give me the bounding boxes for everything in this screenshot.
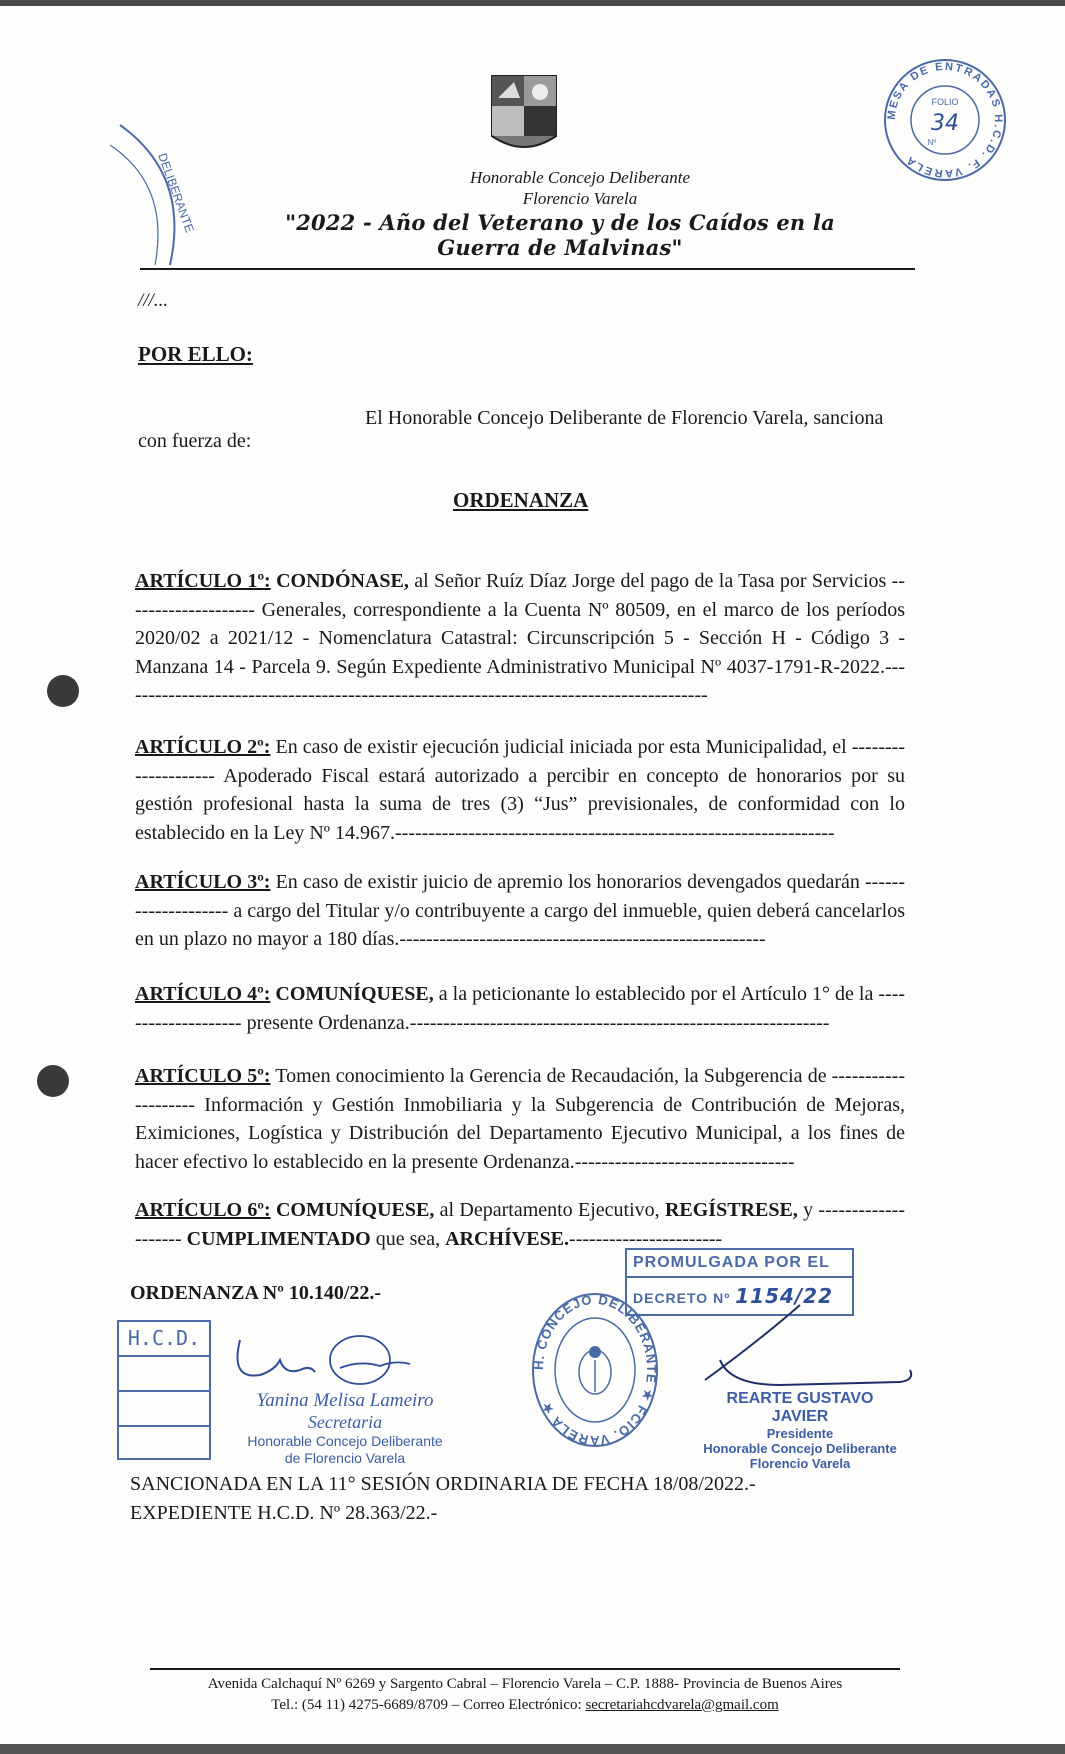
header-org-name: Honorable Concejo Deliberante [470,168,691,187]
secretary-name: Yanina Melisa Lameiro [256,1390,434,1411]
stamp-folio-number: 34 [931,111,959,136]
president-name: REARTE GUSTAVO JAVIER [726,1390,874,1425]
article-1-label: ARTÍCULO 1º: [135,570,271,592]
secretary-org-2: de Florencio Varela [284,1450,406,1466]
stamp-folio-label: FOLIO [931,97,959,107]
article-3-label: ARTÍCULO 3º: [135,871,271,893]
president-org-1: Honorable Concejo Deliberante [703,1441,897,1456]
article-1-text: al Señor Ruíz Díaz Jorge del pago de la Tasa por Servicios -------------------- Generales, correspondiente a la Cuenta Nº 80509, en el marco de los períodos 2020/02 a 2021/12 - Nomenclatura Catastral: Circunscripción 5 - Sección H - Código 3 - Manzana 14 - Parcela 9. Según Expediente Administrativo Municipal Nº 4037-1791-R-2022.----------------------------------------------------------------------------------------- [135,570,905,706]
sanction-block [130,1470,756,1528]
promulgada-line2: DECRETO Nº [633,1290,731,1306]
municipal-crest-icon [484,70,564,160]
article-2-text: En caso de existir ejecución judicial iniciada por esta Municipalidad, el -------------------- Apoderado Fiscal estará autorizado a percibir en concepto de honorarios por su gestión profesional hasta la suma de tres (3) “Jus” previsionales, de conformidad con lo establecido en la Ley Nº 14.967.------------------------------------------------------------------ [135,736,905,844]
secretary-role: Secretaria [307,1412,383,1432]
article-5-label: ARTÍCULO 5º: [135,1065,271,1087]
ordenanza-title: ORDENANZA [453,488,589,512]
article-6-cumplimentado: CUMPLIMENTADO [186,1227,371,1250]
article-6-label: ARTÍCULO 6º: [135,1199,271,1221]
stamp-ring-text: MESA DE ENTRADAS H.C.D. F. VARELA [885,60,1005,180]
header-rule [140,268,915,270]
article-3-text: En caso de existir juicio de apremio los honorarios devengados quedarán -------------------- a cargo del Titular y/o contribuyente a cargo del inmueble, quien deberá cancelarlos en un plazo no mayor a 180 días.------------------------------------------------------- [135,871,905,950]
article-6 [135,1196,905,1253]
article-5 [135,1062,905,1176]
article-4-text: a la peticionante lo establecido por el Artículo 1° de la -------------------- presente Ordenanza.--------------------------------------------------------------- [135,983,906,1034]
seal-ring-text: H. CONCEJO DELIBERANTE ★ FCIO. VARELA ★ [530,1291,660,1449]
header-org-city: Florencio Varela [522,189,638,208]
hcd-box-row [119,1392,209,1427]
expediente-line: EXPEDIENTE H.C.D. Nº 28.363/22.- [130,1502,438,1524]
intro-line-2: con fuerza de: [138,430,252,452]
hcd-seal-stamp [530,1290,660,1450]
hole-punch-upper [47,675,79,707]
hcd-box-label: H.C.D. [119,1322,209,1357]
hcd-box-row [119,1427,209,1460]
footer-rule [150,1668,900,1670]
president-org-2: Florencio Varela [749,1456,851,1471]
mesa-de-entradas-stamp [880,55,1010,185]
continuation-mark: ///... [138,290,169,311]
article-6-registrese: REGÍSTRESE, [664,1199,798,1221]
promulgada-line1: PROMULGADA POR EL [627,1250,852,1278]
sanction-line: SANCIONADA EN LA 11° SESIÓN ORDINARIA DE FECHA 18/08/2022.- [130,1473,756,1495]
partial-stamp-left [100,115,197,295]
intro-line: El Honorable Concejo Deliberante de Florencio Varela, sanciona [365,407,884,429]
president-signature-scribble-icon [700,1300,920,1390]
footer-address: Avenida Calchaquí Nº 6269 y Sargento Cabral – Florencio Varela – C.P. 1888- Provincia de Buenos Aires [207,1676,843,1692]
decree-number: 1154/22 [735,1284,834,1308]
article-6-comuniquese: COMUNÍQUESE, [275,1199,435,1221]
signature-scribble-icon [230,1330,460,1390]
secretary-signature [230,1330,460,1467]
hcd-box-row [119,1357,209,1392]
partial-stamp-text: DELIBERANTE [155,151,197,235]
stamp-n-label: Nº [927,138,937,147]
footer-phone: Tel.: (54 11) 4275-6689/8709 – Correo Electrónico: [271,1697,586,1713]
article-2 [135,733,905,847]
article-6-text-1: al Departamento Ejecutivo, [434,1199,665,1221]
article-4-lead: COMUNÍQUESE, [275,983,434,1005]
ordenanza-number: ORDENANZA Nº 10.140/22.- [130,1282,382,1304]
header-motto: "2022 - Año del Veterano y de los Caídos en la Guerra de Malvinas" [285,210,835,260]
president-role: Presidente [766,1426,834,1441]
por-ello-heading: POR ELLO: [138,342,253,366]
article-6-archivese: ARCHÍVESE. [445,1227,570,1250]
footer-contact [150,1697,900,1714]
article-6-text-4: ----------------------- [569,1227,723,1250]
article-4 [135,980,905,1037]
article-4-label: ARTÍCULO 4º: [135,983,271,1005]
article-1-lead: CONDÓNASE, [276,570,409,592]
article-5-text: Tomen conocimiento la Gerencia de Recaudación, la Subgerencia de -------------------- Información y Gestión Inmobiliaria y la Subgerencia de Contribución de Mejoras, Eximiciones, Logística y Distribución del Departamento Ejecutivo Municipal, a los fines de hacer efectivo lo establecido en la presente Ordenanza.--------------------------------- [135,1065,905,1173]
article-2-label: ARTÍCULO 2º: [135,736,271,758]
footer-email-link[interactable]: secretariahcdvarela@gmail.com [585,1697,779,1713]
hcd-stamp-box [117,1320,211,1460]
article-1 [135,567,905,710]
article-6-text-2: y -------------------- [135,1199,905,1250]
article-6-text-3: que sea, [370,1227,446,1250]
article-3 [135,868,905,954]
scan-top-edge [0,0,1065,6]
hole-punch-lower [37,1065,69,1097]
president-signature [700,1390,900,1471]
scan-bottom-edge [0,1744,1065,1754]
secretary-org-1: Honorable Concejo Deliberante [247,1433,443,1449]
